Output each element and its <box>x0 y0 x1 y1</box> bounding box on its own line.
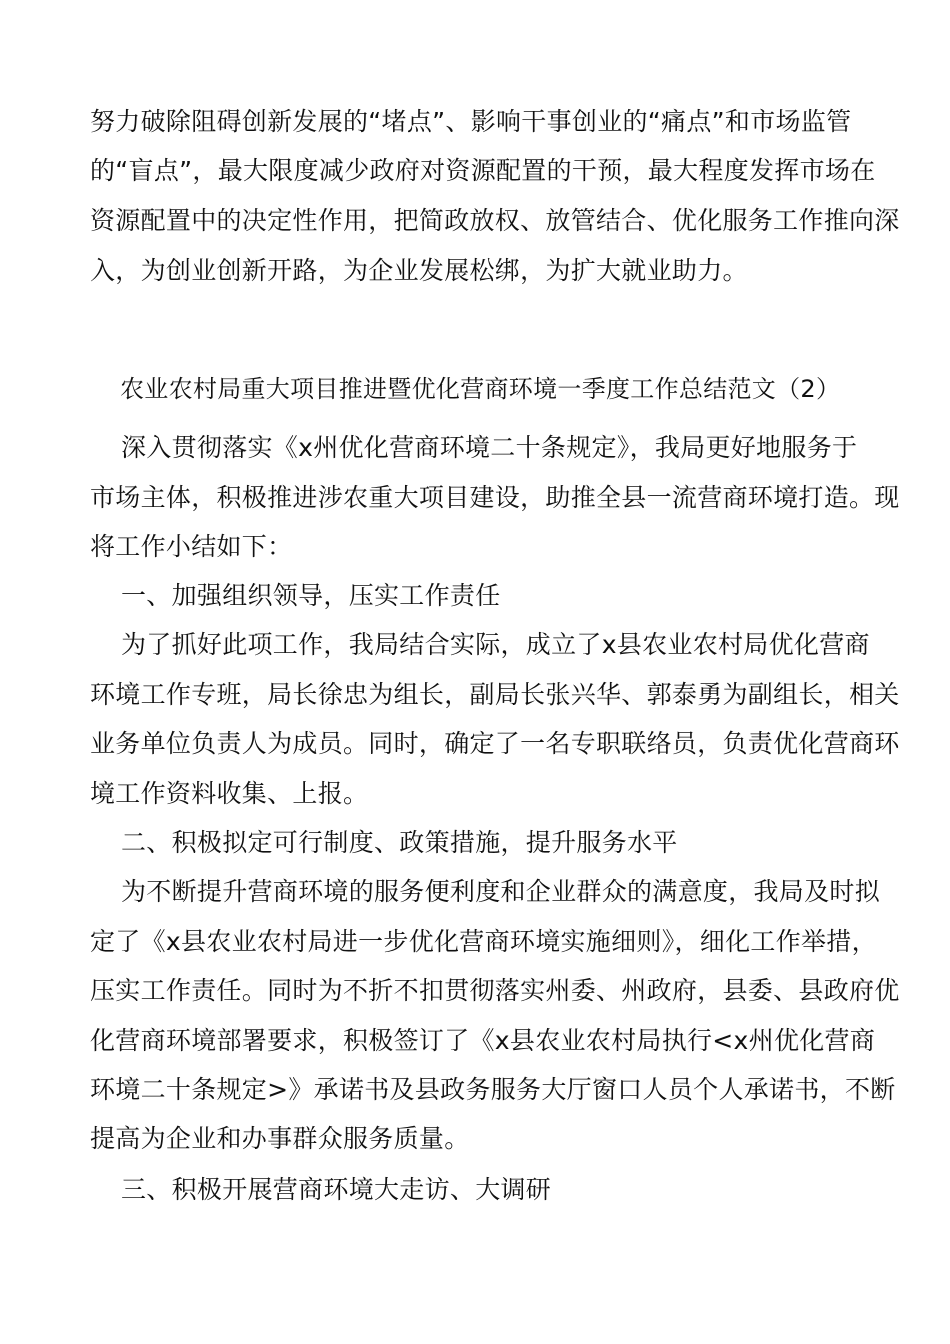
paragraph-line: 为不断提升营商环境的服务便利度和企业群众的满意度，我局及时拟 <box>121 877 881 906</box>
paragraph-line: 提高为企业和办事群众服务质量。 <box>90 1124 470 1153</box>
paragraph-line: 资源配置中的决定性作用，把简政放权、放管结合、优化服务工作推向深 <box>90 206 900 235</box>
paragraph-line: 的“盲点”，最大限度减少政府对资源配置的干预，最大程度发挥市场在 <box>90 156 876 185</box>
paragraph-line: 环境二十条规定>》承诺书及县政务服务大厅窗口人员个人承诺书，不断 <box>90 1075 896 1104</box>
paragraph-line: 将工作小结如下： <box>90 532 293 561</box>
paragraph-line: 入，为创业创新开路，为企业发展松绑，为扩大就业助力。 <box>90 256 748 285</box>
paragraph-line: 深入贯彻落实《x州优化营商环境二十条规定》，我局更好地服务于 <box>121 433 858 462</box>
paragraph-line: 压实工作责任。同时为不折不扣贯彻落实州委、州政府，县委、县政府优 <box>90 976 900 1005</box>
heading-3: 三、积极开展营商环境大走访、大调研 <box>121 1175 552 1204</box>
paragraph-line: 定了《x县农业农村局进一步优化营商环境实施细则》，细化工作举措， <box>90 927 877 956</box>
paragraph-line: 努力破除阻碍创新发展的“堵点”、影响干事创业的“痛点”和市场监管 <box>90 107 852 136</box>
paragraph-line: 为了抓好此项工作，我局结合实际，成立了x县农业农村局优化营商 <box>121 630 870 659</box>
heading-2: 二、积极拟定可行制度、政策措施，提升服务水平 <box>121 828 678 857</box>
section-title: 农业农村局重大项目推进暨优化营商环境一季度工作总结范文（2） <box>120 375 841 403</box>
paragraph-line: 业务单位负责人为成员。同时，确定了一名专职联络员，负责优化营商环 <box>90 729 900 758</box>
paragraph-line: 化营商环境部署要求，积极签订了《x县农业农村局执行<x州优化营商 <box>90 1026 876 1055</box>
paragraph-line: 市场主体，积极推进涉农重大项目建设，助推全县一流营商环境打造。现 <box>90 483 900 512</box>
paragraph-line: 环境工作专班，局长徐忠为组长，副局长张兴华、郭泰勇为副组长，相关 <box>90 680 900 709</box>
heading-1: 一、加强组织领导，压实工作责任 <box>121 581 501 610</box>
paragraph-line: 境工作资料收集、上报。 <box>90 779 369 808</box>
